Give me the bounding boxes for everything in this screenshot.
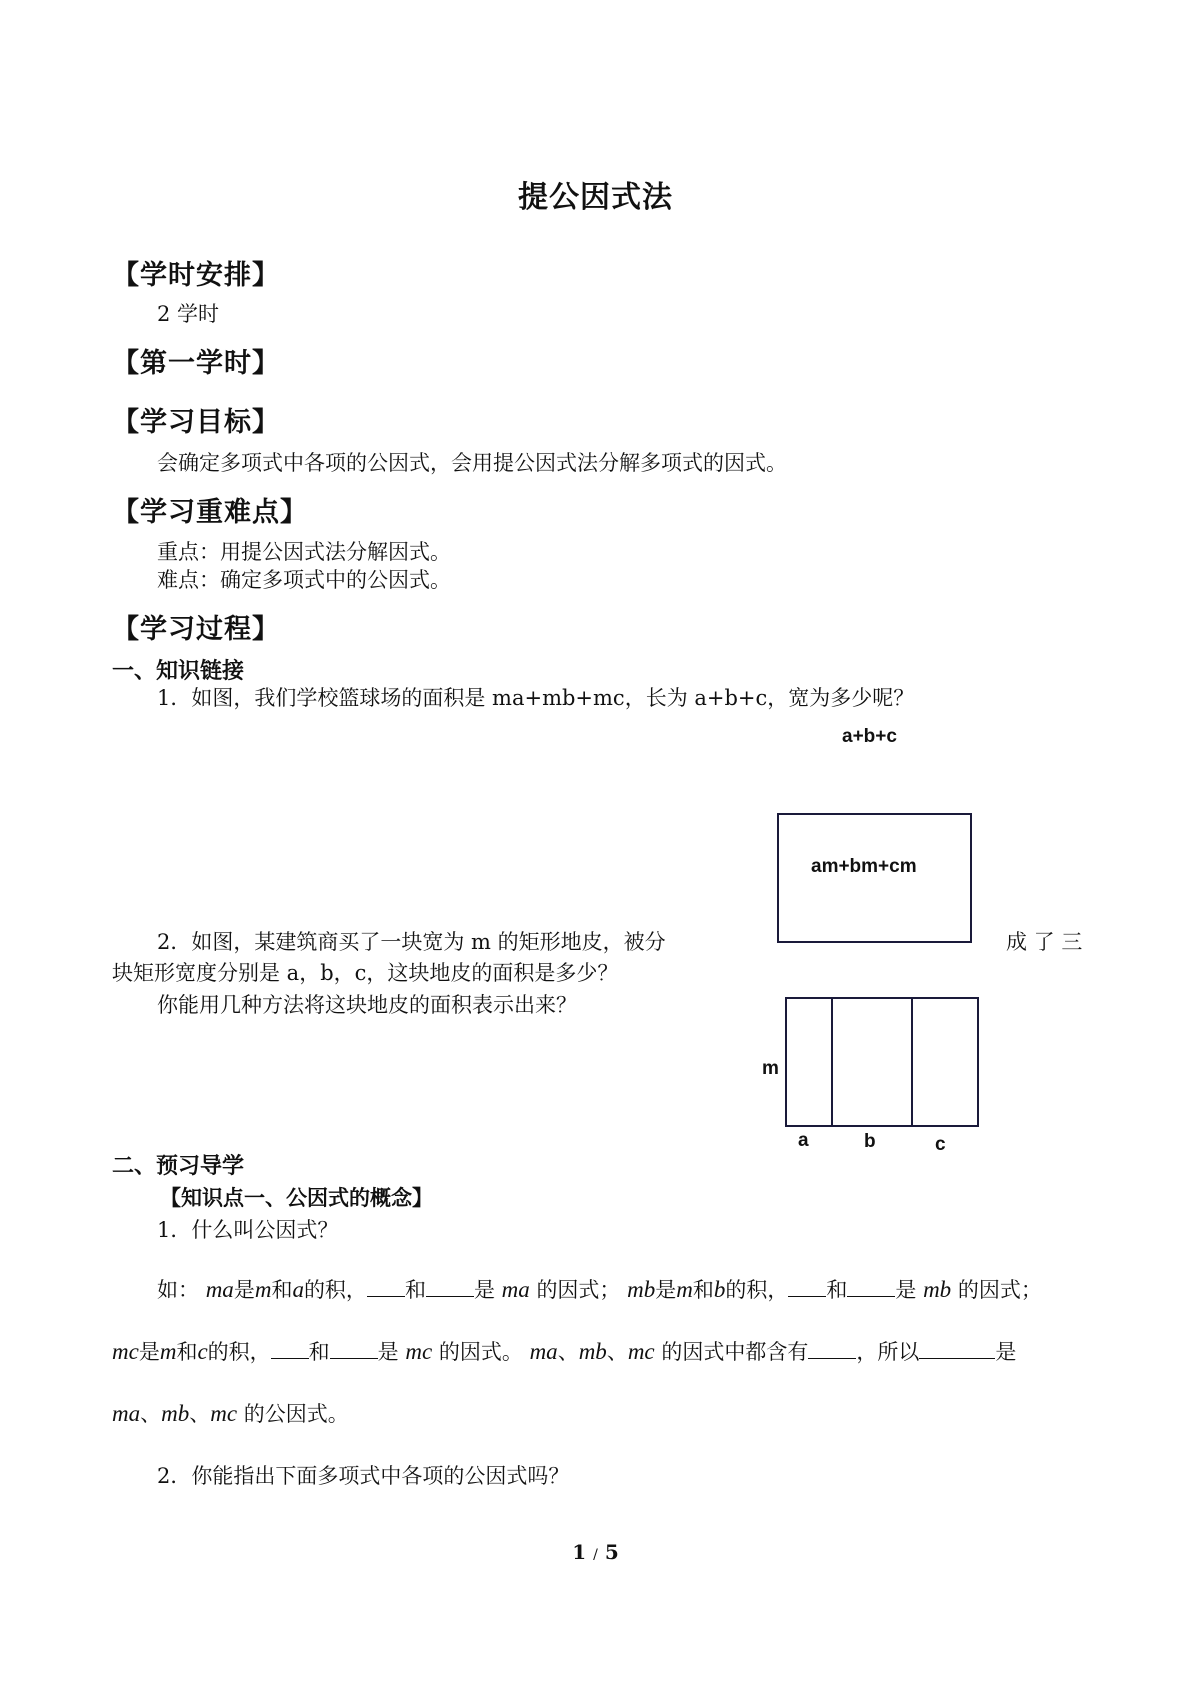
blank-3[interactable] xyxy=(788,1278,826,1297)
question-2-line2: 块矩形宽度分别是 a，b，c，这块地皮的面积是多少？ xyxy=(112,961,619,985)
question-2-line1-right: 成 了 三 xyxy=(1006,930,1083,954)
diagram2-side-label: m xyxy=(762,1058,779,1079)
question-common-factor: 2．你能指出下面多项式中各项的公因式吗？ xyxy=(157,1464,570,1488)
question-2-line1-left: 2．如图，某建筑商买了一块宽为 m 的矩形地皮，被分 xyxy=(157,930,666,954)
knowledge-point-heading: 【知识点一、公因式的概念】 xyxy=(160,1186,433,1210)
term-mb: mb xyxy=(627,1277,656,1302)
goals-text: 会确定多项式中各项的公因式，会用提公因式法分解多项式的因式。 xyxy=(157,451,787,475)
diagram2-bottom-label-a: a xyxy=(798,1130,809,1151)
knowledge-link-heading: 一、知识链接 xyxy=(112,659,245,684)
schedule-text: 2 学时 xyxy=(157,302,220,326)
preview-guide-heading: 二、预习导学 xyxy=(112,1154,245,1179)
blank-1[interactable] xyxy=(367,1278,405,1297)
question-1-text: 1．如图，我们学校篮球场的面积是 ma+mb+mc，长为 a+b+c，宽为多少呢？ xyxy=(157,686,915,710)
page-title: 提公因式法 xyxy=(518,180,673,215)
example-line-3: ma、mb、mc 的公因式。 xyxy=(112,1401,349,1426)
first-period-heading: 【第一学时】 xyxy=(112,348,280,379)
example-line-2: mc是m和c的积， 和 是 mc 的因式。 ma、mb、mc 的因式中都含有 ，所以 是 xyxy=(112,1339,1017,1364)
blank-7[interactable] xyxy=(808,1340,856,1359)
question-2-line3: 你能用几种方法将这块地皮的面积表示出来？ xyxy=(157,993,577,1017)
example-line-1: 如： ma是m和a的积， 和 是 ma 的因式； mb是m和b的积， 和 是 mb 的因式； xyxy=(157,1277,1042,1302)
process-heading: 【学习过程】 xyxy=(112,614,280,645)
difficult-point-text: 难点：确定多项式中的公因式。 xyxy=(157,568,451,592)
diagram2-bottom-label-b: b xyxy=(864,1131,876,1152)
blank-5[interactable] xyxy=(271,1340,309,1359)
term-ma: ma xyxy=(205,1277,234,1302)
schedule-heading: 【学时安排】 xyxy=(112,260,280,291)
diagram2-bottom-label-c: c xyxy=(935,1134,946,1155)
blank-2[interactable] xyxy=(426,1278,474,1297)
key-point-text: 重点：用提公因式法分解因式。 xyxy=(157,540,451,564)
diagram1-rectangle xyxy=(777,813,972,943)
diagram2-divider-2 xyxy=(911,999,913,1125)
diagram2-divider-1 xyxy=(831,999,833,1125)
key-points-heading: 【学习重难点】 xyxy=(112,497,308,528)
blank-8[interactable] xyxy=(919,1340,995,1359)
term-mc: mc xyxy=(112,1339,139,1364)
diagram2-rectangle xyxy=(785,997,979,1127)
diagram1-top-label: a+b+c xyxy=(842,726,897,747)
blank-6[interactable] xyxy=(330,1340,378,1359)
diagram1-inner-label: am+bm+cm xyxy=(811,856,917,877)
page-number: 1 / 5 xyxy=(572,1540,619,1564)
what-is-common-factor: 1．什么叫公因式？ xyxy=(157,1218,339,1242)
goals-heading: 【学习目标】 xyxy=(112,407,280,438)
blank-4[interactable] xyxy=(847,1278,895,1297)
